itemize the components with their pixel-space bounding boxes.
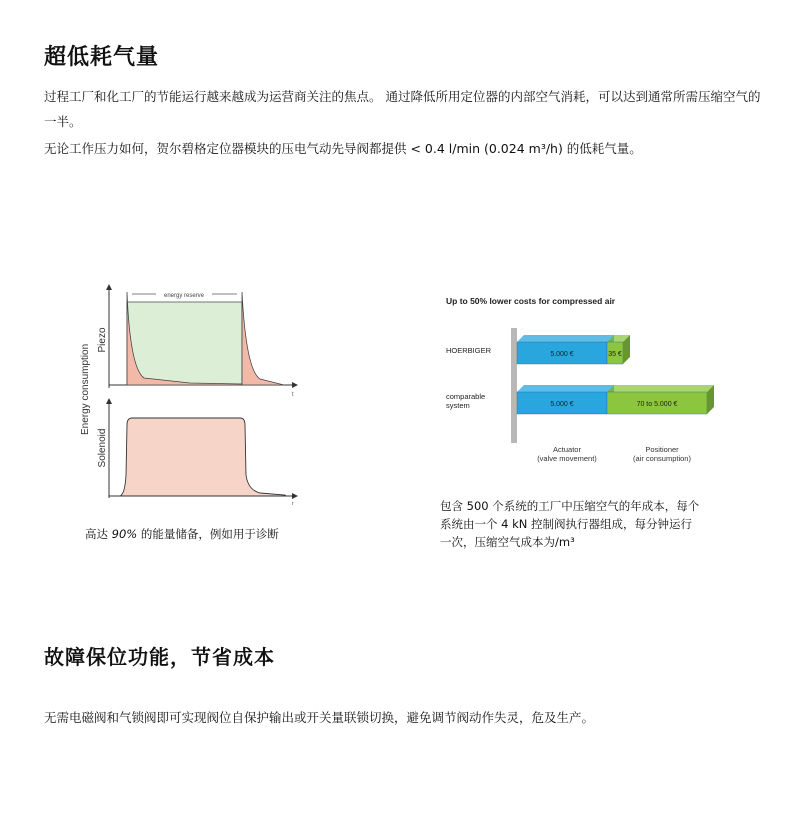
chart-baseline-wall [511, 328, 517, 443]
chart-title: Up to 50% lower costs for compressed air [446, 296, 616, 306]
consumption-paragraph: 无论工作压力如何，贺尔碧格定位器模块的压电气动先导阀都提供 < 0.4 l/min (0.024 m³/h) 的低耗气量。 [44, 141, 642, 156]
bar-value-label: 70 to 5.000 € [636, 401, 678, 408]
piezo-end-spike [242, 292, 284, 385]
piezo-label: Piezo [97, 327, 108, 353]
top-y-axis-arrow [106, 284, 112, 290]
bar-top-face [517, 385, 614, 392]
caption-line: 包含 500 个系统的工厂中压缩空气的年成本，每个 [440, 499, 700, 513]
caption-suffix: 的能量储备，例如用于诊断 [137, 527, 279, 541]
caption-line: 系统由一个 4 kN 控制阀执行器组成，每分钟运行 [440, 517, 693, 531]
cost-comparison-chart [440, 290, 730, 480]
left-figure-caption [85, 525, 279, 543]
bottom-x-axis-arrow [292, 493, 298, 499]
failsafe-paragraph: 无需电磁阀和气锁阀即可实现阀位自保护输出或开关量联锁切换，避免调节阀动作失灵，危及生产。 [44, 710, 595, 725]
series-label: Positioner [645, 445, 679, 454]
category-label: HOERBIGER [446, 346, 492, 355]
energy-reserve-label: energy reserve [163, 293, 205, 299]
bar-value-label: 5.000 € [550, 401, 574, 408]
top-x-axis-arrow [292, 382, 298, 388]
category-label: system [446, 401, 470, 410]
intro-paragraph: 过程工厂和化工厂的节能运行越来越成为运营商关注的焦点。 通过降低所用定位器的内部空气消耗，可以达到通常所需压缩空气的一半。 [44, 89, 761, 129]
bar-top-face [517, 335, 614, 342]
bar-value-label: 5.000 € [550, 351, 574, 358]
top-t-label: t [292, 392, 294, 398]
solenoid-consumption-area [120, 418, 286, 496]
bottom-y-axis-arrow [106, 398, 112, 404]
bar-top-face [607, 385, 714, 392]
right-figure-caption [440, 497, 740, 551]
bottom-t-label: t [292, 502, 294, 505]
section-title-low-consumption: 超低耗气量 [44, 45, 160, 70]
caption-prefix: 高达 [85, 527, 112, 541]
energy-consumption-diagram [70, 280, 320, 505]
series-label: (valve movement) [537, 454, 597, 463]
category-label: comparable [446, 392, 486, 401]
caption-percentage: 90% [111, 527, 138, 541]
solenoid-label: Solenoid [97, 428, 108, 468]
bar-value-label: 35 € [608, 351, 622, 358]
series-label: Actuator [553, 445, 581, 454]
caption-line: 一次，压缩空气成本为/m³ [440, 535, 575, 549]
y-axis-label: Energy consumption [80, 343, 91, 435]
energy-reserve-area [127, 302, 242, 385]
series-label: (air consumption) [633, 454, 691, 463]
section-title-failsafe: 故障保位功能，节省成本 [44, 645, 275, 669]
